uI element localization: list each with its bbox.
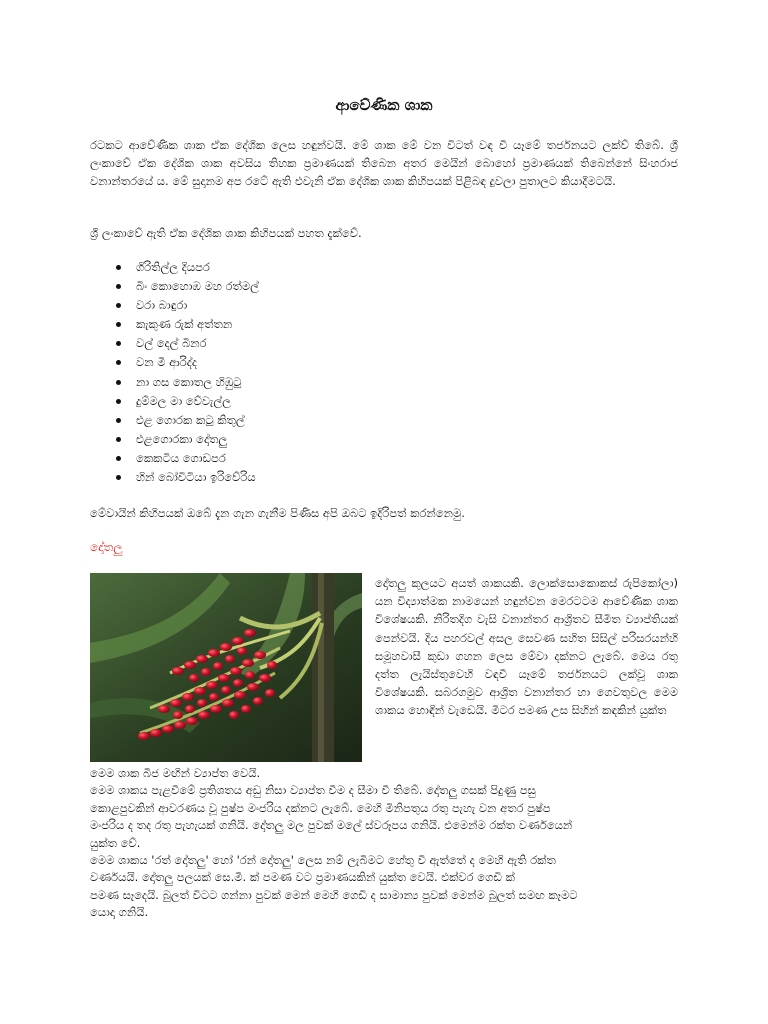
section-heading: දෝතලු — [90, 540, 123, 554]
body-line: යුක්ත වේ. — [90, 835, 141, 850]
body-line: මෙම ශාකය පැළවීමේ ප්‍රතිශතය අඩු නිසා ව්‍යාප්ත වීම ද සීමා වී තිබේ. දෝතලු ගසක් පිදුණු පසු — [90, 783, 536, 798]
list-item: බිං කොහොඹ මහ රත්මල් — [90, 277, 259, 296]
list-item: දුම්මල මා වේවැල්ල — [90, 392, 259, 411]
side-paragraph: දෝතලු කුලයට අයත් ශාකයකි. ලොක්සොකොකස් රුපිකෝලා) යන විද්‍යාත්මක නාමයෙන් හඳුන්වන මෙරටටම ආවේණික ශාක විශේෂයකි. නිරිතදිග වැසි වනාන්තර ආශ්‍රිතව සීමිත ව්‍යාප්තියක් පෙන්වයි. දිය පහරවල් අසල සෙවණ සහිත සිසිල් පරිසරයන්හි සමූහවාසී කුඩා ගහන ලෙස මේවා දක්නට ලැබේ. මෙය රතු දත්ත ලැයිස්තුවෙහි වඳවී යෑමේ තර්ජනයට ලක්වූ ශාක විශේෂයකි. සබරගමුව ආශ්‍රිත වනාන්තර හා ගෙවතුවල මෙම ශාකය හොඳින් වැඩෙයි. මීටර පමණ උස සිහින් කඳකින් යුක්ත — [375, 576, 678, 718]
plant-list — [90, 258, 259, 487]
intro-paragraph: රටකට ආවේණික ශාක ඒක දේශික ලෙස හඳුන්වයි. මේ ශාක මේ වන විටත් වඳ වී යෑමේ තර්ජනයට ලක්ව් තිබේ. ශ්‍රී ලංකාවේ ඒක දේශික ශාක අවසිය තිහක ප්‍රමාණයක් තිබෙන අතර මෙයින් බොහෝ ප්‍රමාණයක් තිබෙන්නේ සිංහරාජ වනාන්තරයේ ය. මේ සුදානම අප රටේ ඇති එවැනි ඒක දේශික ශාක කිහිපයක් පිළිබඳ දුවලා පුතාලට කියාදීමටයි. — [90, 138, 678, 188]
body-line: මෙම ශාකය 'රත් දෝතලු' හෝ 'රන් දෝතලු' ලෙස නම් ලැබීමට හේතු වී ඇත්තේ ද මෙහි ඇති රක්ත — [90, 853, 556, 868]
list-item: වරා බාඳුරා — [90, 296, 259, 315]
list-item: ගිරිතිල්ල දියපර — [90, 258, 259, 277]
list-item: නා ගස කොතල හිඹුටු — [90, 373, 259, 392]
body-paragraph — [90, 765, 678, 922]
list-item: හින් බෝවිටියා ඉරිවේරිය — [90, 468, 259, 487]
outro-paragraph: මේවායින් කිහිපයක් ඔබේ දැන ගැන ගැනීම පිණිස අපි ඔබට ඉදිරිපත් කරන්නෙමු. — [90, 506, 465, 520]
body-line: මෙම ශාක බීජ මඟින් ව්‍යාප්ත වෙයි. — [90, 766, 261, 780]
list-item: වන මී ආරිද්ද — [90, 353, 259, 372]
list-item: එළ ගොරක කටු කිතුල් — [90, 411, 259, 430]
list-item: එළගොරකා දෝතලු — [90, 430, 259, 449]
body-line: යොදා ගනියි. — [90, 905, 149, 920]
list-item: වල් දෙල් බිනර — [90, 334, 259, 353]
list-item: කෙකටිය ගොඩපර — [90, 449, 259, 468]
body-line: මංජරිය ද තද රතු පැහැයක් ගනියි. දෝතලු මල පුවක් මලේ ස්වරූපය ගනියි. එමෙන්ම රක්ත වර්ණයෙන් — [90, 818, 573, 833]
plant-photo — [90, 573, 362, 762]
body-line: වර්ණයයි. දෝතලු පලයක් සෙ.මී. ක් පමණ වට ප්‍රමාණයකින් යුක්ත වෙයි. එක්වර ගෙඩි ක් — [90, 870, 515, 885]
list-lead-text: ශ්‍රී ලංකාවේ ඇති ඒක දේශික ශාක කිහිපයක් පහත දැක්වේ. — [90, 226, 362, 240]
body-line: පමණ සෑදෙයි. බුලත් විටට ගන්නා පුවක් මෙන් මෙහි ගෙඩි ද සාමාන්‍ය පුවක් මෙන්ම බුලත් සමඟ කෑමට — [90, 887, 578, 902]
page-title: ආවේණික ශාක — [335, 96, 433, 114]
body-line: කොළපුවකින් ආවරණය වූ පුෂ්ප මංජරිය දක්නට ලැබේ. මෙහි මිනිපතුය රතු පැහැ වන අතර පුෂ්ප — [90, 800, 551, 815]
list-item: කැකුණ රුක් අත්තන — [90, 315, 259, 334]
